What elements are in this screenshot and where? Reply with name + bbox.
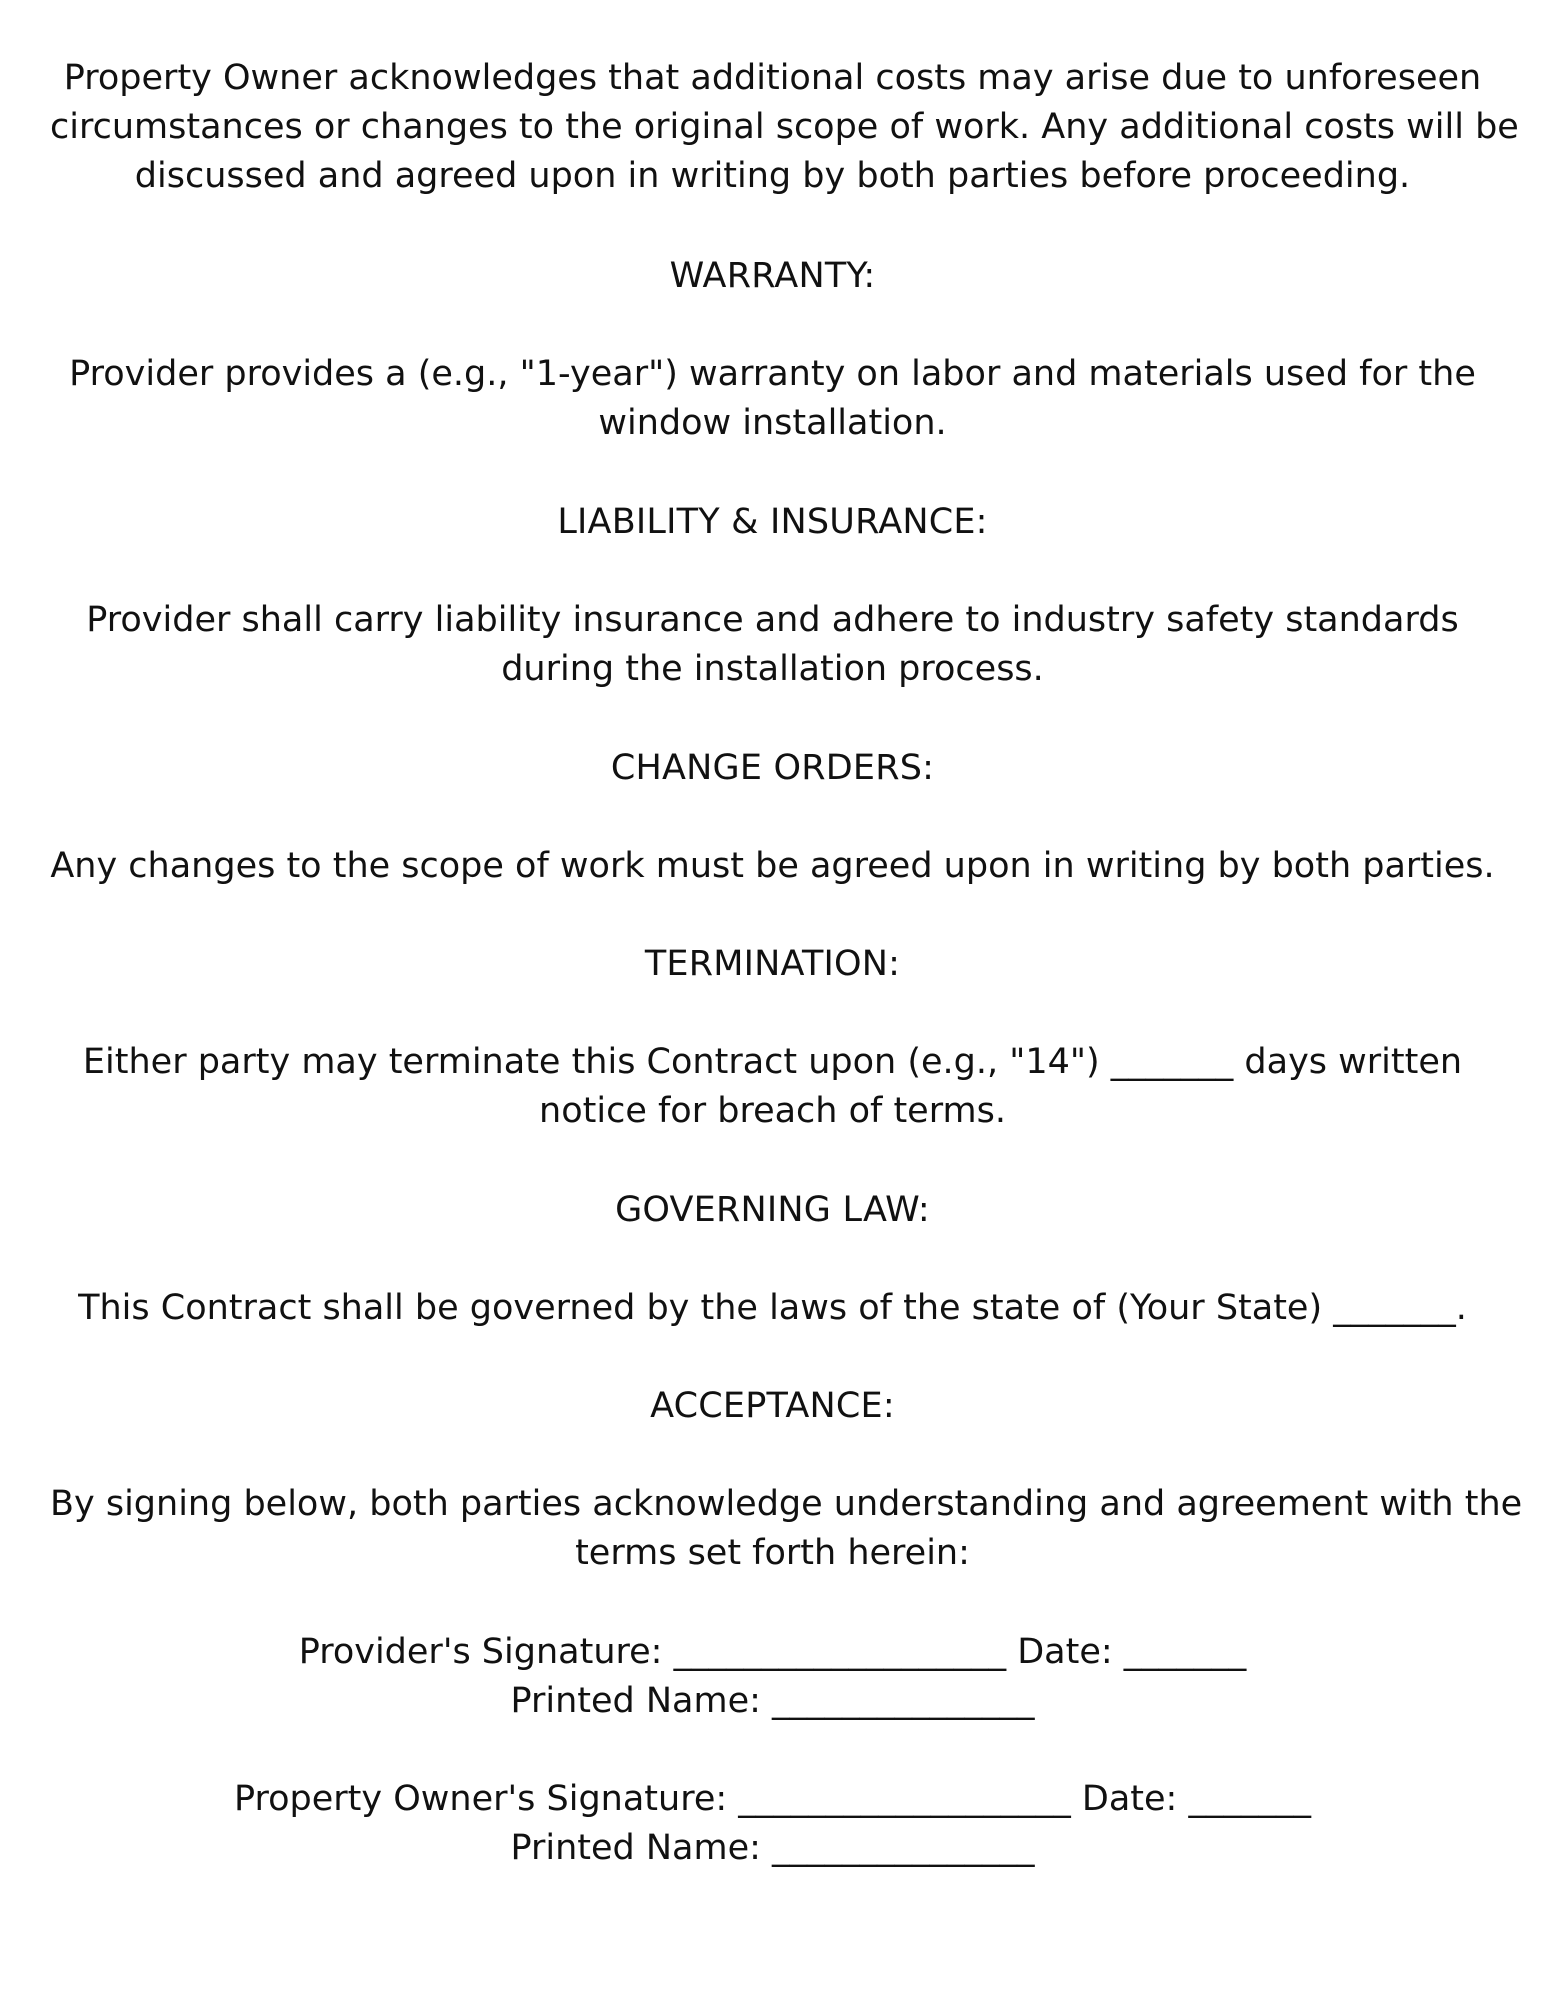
liability-line-2: during the installation process. — [501, 649, 1044, 689]
liability-paragraph — [50, 596, 1495, 694]
owner-signature-line[interactable]: Property Owner's Signature: ___________________ Date: _______ — [234, 1779, 1311, 1819]
acceptance-line-2: terms set forth herein: — [575, 1533, 970, 1573]
acceptance-paragraph — [50, 1480, 1523, 1578]
warranty-line-1: Provider provides a (e.g., "1-year") warranty on labor and materials used for the — [69, 354, 1476, 394]
warranty-heading: WARRANTY: — [669, 256, 876, 296]
change-orders-paragraph: Any changes to the scope of work must be agreed upon in writing by both parties. — [50, 846, 1495, 886]
warranty-line-2: window installation. — [598, 403, 947, 443]
acceptance-heading: ACCEPTANCE: — [650, 1386, 895, 1426]
acceptance-line-1: By signing below, both parties acknowledge understanding and agreement with the — [50, 1484, 1523, 1524]
provider-printed-name-line[interactable]: Printed Name: _______________ — [510, 1681, 1035, 1721]
owner-signature-block — [50, 1775, 1495, 1873]
provider-signature-block — [50, 1628, 1495, 1726]
liability-line-1: Provider shall carry liability insurance and adhere to industry safety standards — [86, 600, 1459, 640]
provider-signature-line[interactable]: Provider's Signature: ___________________ Date: _______ — [298, 1632, 1247, 1672]
additional-costs-paragraph — [50, 54, 1519, 201]
termination-heading: TERMINATION: — [644, 944, 901, 984]
liability-heading: LIABILITY & INSURANCE: — [557, 502, 988, 542]
change-orders-heading: CHANGE ORDERS: — [610, 748, 935, 788]
owner-printed-name-line[interactable]: Printed Name: _______________ — [510, 1828, 1035, 1868]
termination-paragraph — [50, 1038, 1495, 1136]
termination-line-1: Either party may terminate this Contract upon (e.g., "14") _______ days written — [82, 1042, 1463, 1082]
governing-law-paragraph: This Contract shall be governed by the laws of the state of (Your State) _______. — [78, 1288, 1467, 1328]
additional-costs-line-2: circumstances or changes to the original scope of work. Any additional costs will be — [50, 107, 1519, 147]
termination-line-2: notice for breach of terms. — [539, 1091, 1006, 1131]
additional-costs-line-1: Property Owner acknowledges that additional costs may arise due to unforeseen — [63, 58, 1482, 98]
governing-law-heading: GOVERNING LAW: — [615, 1190, 930, 1230]
warranty-paragraph — [50, 350, 1495, 448]
additional-costs-line-3: discussed and agreed upon in writing by both parties before proceeding. — [134, 156, 1411, 196]
